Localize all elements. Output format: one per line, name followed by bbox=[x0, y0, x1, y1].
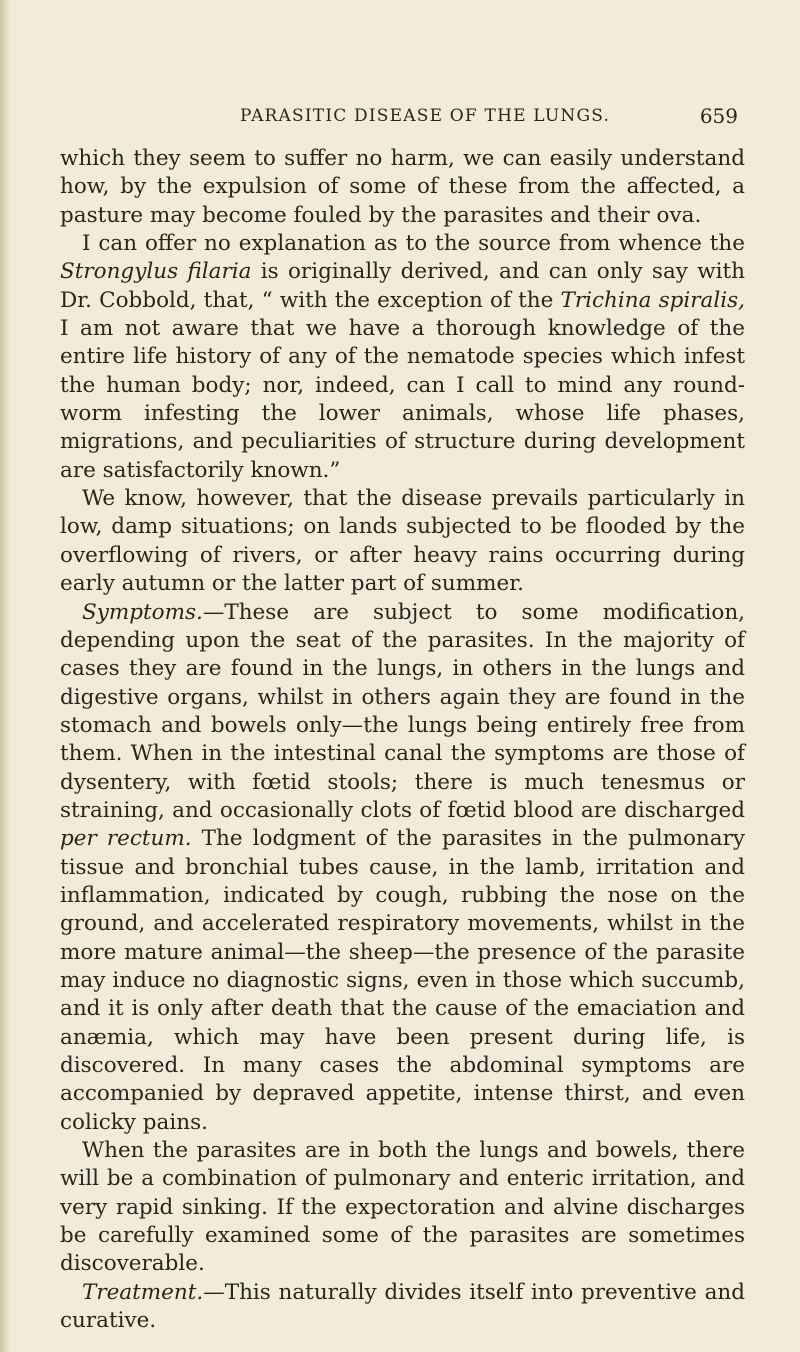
page-edge-shadow bbox=[0, 0, 10, 1352]
section-heading-treatment: Treatment. bbox=[82, 1279, 204, 1305]
text-run: —This naturally divides itself into preventive and curative. bbox=[60, 1279, 745, 1334]
latin-phrase-per-rectum: per rectum. bbox=[60, 826, 192, 852]
text-run: which they seem to suffer no harm, we can easily understand how, by the expulsion of some of these from the affected, a pasture may become fouled by the parasites and their ova. bbox=[60, 146, 745, 228]
paragraph-prevalence bbox=[60, 485, 745, 598]
text-run: I am not aware that we have a thorough knowledge of the entire life history of any of the nematode species which infest the human body; nor, indeed, can I call to mind any round-worm infesting the lower animals, whose life phases, migrations, and peculiarities of structure during development are satisfactorily known.” bbox=[60, 316, 745, 483]
species-name-trichina: Trichina spiralis, bbox=[560, 287, 745, 313]
section-heading-symptoms: Symptoms. bbox=[82, 599, 203, 625]
text-run: is originally derived, and can only say with Dr. Cobbold, that, “ with the exception of the bbox=[60, 259, 745, 313]
paragraph-continuation bbox=[60, 145, 745, 230]
paragraph-combined bbox=[60, 1137, 745, 1279]
text-run: The lodgment of the parasites in the pulmonary tissue and bronchial tubes cause, in the lamb, irritation and inflammation, indicated by cough, rubbing the nose on the ground, and accelerated respiratory movements, whilst in the more mature animal—the sheep—the presence of the parasite may induce no diagnostic signs, even in those which succumb, and it is only after death that the cause of the emaciation and anæmia, which may have been present during life, is discovered. In many cases the abdominal symptoms are accompanied by depraved appetite, intense thirst, and even colicky pains. bbox=[60, 826, 745, 1135]
text-run: When the parasites are in both the lungs and bowels, there will be a combination of pulmonary and enteric irritation, and very rapid sinking. If the expectoration and alvine discharges be carefully examined some of the parasites are sometimes discoverable. bbox=[60, 1138, 745, 1277]
text-run: I can offer no explanation as to the source from whence the bbox=[82, 231, 745, 257]
body-text bbox=[60, 145, 745, 1335]
text-run: We know, however, that the disease prevails particularly in low, damp situations; on lands subjected to be flooded by the overflowing of rivers, or after heavy rains occurring during early autumn or the latter part of summer. bbox=[60, 486, 745, 597]
paragraph-treatment bbox=[60, 1279, 745, 1336]
running-head-title: PARASITIC DISEASE OF THE LUNGS. bbox=[240, 106, 611, 126]
running-head bbox=[0, 106, 800, 136]
page-number: 659 bbox=[699, 104, 738, 128]
paragraph-origin bbox=[60, 230, 745, 485]
species-name-strongylus: Strongylus filaria bbox=[60, 259, 252, 285]
paragraph-symptoms bbox=[60, 599, 745, 1138]
text-run: —These are subject to some modification, depending upon the seat of the parasites. In the majority of cases they are found in the lungs, in others in the lungs and digestive organs, whilst in others again they are found in the stomach and bowels only—the lungs being entirely free from them. When in the intestinal canal the symptoms are those of dysentery, with fœtid stools; there is much tenesmus or straining, and occasionally clots of fœtid blood are discharged bbox=[60, 599, 745, 823]
